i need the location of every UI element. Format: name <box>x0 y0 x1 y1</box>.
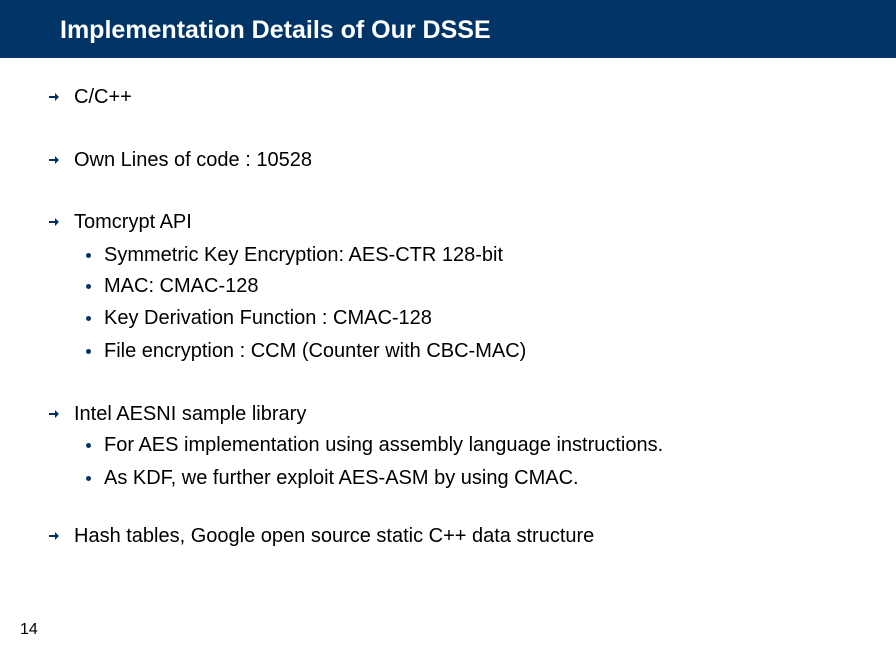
sub-bullet-item <box>84 242 503 268</box>
right-arrow-icon <box>48 209 74 235</box>
slide-title: Implementation Details of Our DSSE <box>60 16 491 44</box>
round-bullet-icon <box>84 338 104 364</box>
round-bullet-icon <box>84 432 104 458</box>
sub-bullet-item <box>84 338 526 364</box>
right-arrow-icon <box>48 84 74 110</box>
bullet-text: Hash tables, Google open source static C++ data structure <box>74 525 595 547</box>
right-arrow-icon <box>48 401 74 427</box>
sub-bullet-text: File encryption : CCM (Counter with CBC-MAC) <box>104 340 527 362</box>
sub-bullet-text: MAC: CMAC-128 <box>104 275 259 297</box>
bullet-text: Own Lines of code : 10528 <box>74 149 312 171</box>
sub-bullet-item <box>84 432 663 458</box>
page-number: 14 <box>20 621 38 638</box>
bullet-item <box>48 209 192 235</box>
right-arrow-icon <box>48 147 74 173</box>
right-arrow-icon <box>48 523 74 549</box>
sub-bullet-text: For AES implementation using assembly language instructions. <box>104 434 664 456</box>
bullet-item <box>48 401 306 427</box>
round-bullet-icon <box>84 242 104 268</box>
sub-bullet-item <box>84 465 579 491</box>
round-bullet-icon <box>84 273 104 299</box>
bullet-item <box>48 84 132 110</box>
bullet-text: Tomcrypt API <box>74 211 192 233</box>
bullet-item <box>48 147 312 173</box>
sub-bullet-item <box>84 273 258 299</box>
sub-bullet-item <box>84 305 432 331</box>
round-bullet-icon <box>84 465 104 491</box>
round-bullet-icon <box>84 305 104 331</box>
sub-bullet-text: Symmetric Key Encryption: AES-CTR 128-bit <box>104 244 504 266</box>
bullet-text: C/C++ <box>74 86 132 108</box>
sub-bullet-text: As KDF, we further exploit AES-ASM by using CMAC. <box>104 467 579 489</box>
sub-bullet-text: Key Derivation Function : CMAC-128 <box>104 307 432 329</box>
bullet-text: Intel AESNI sample library <box>74 403 307 425</box>
bullet-item <box>48 523 594 549</box>
